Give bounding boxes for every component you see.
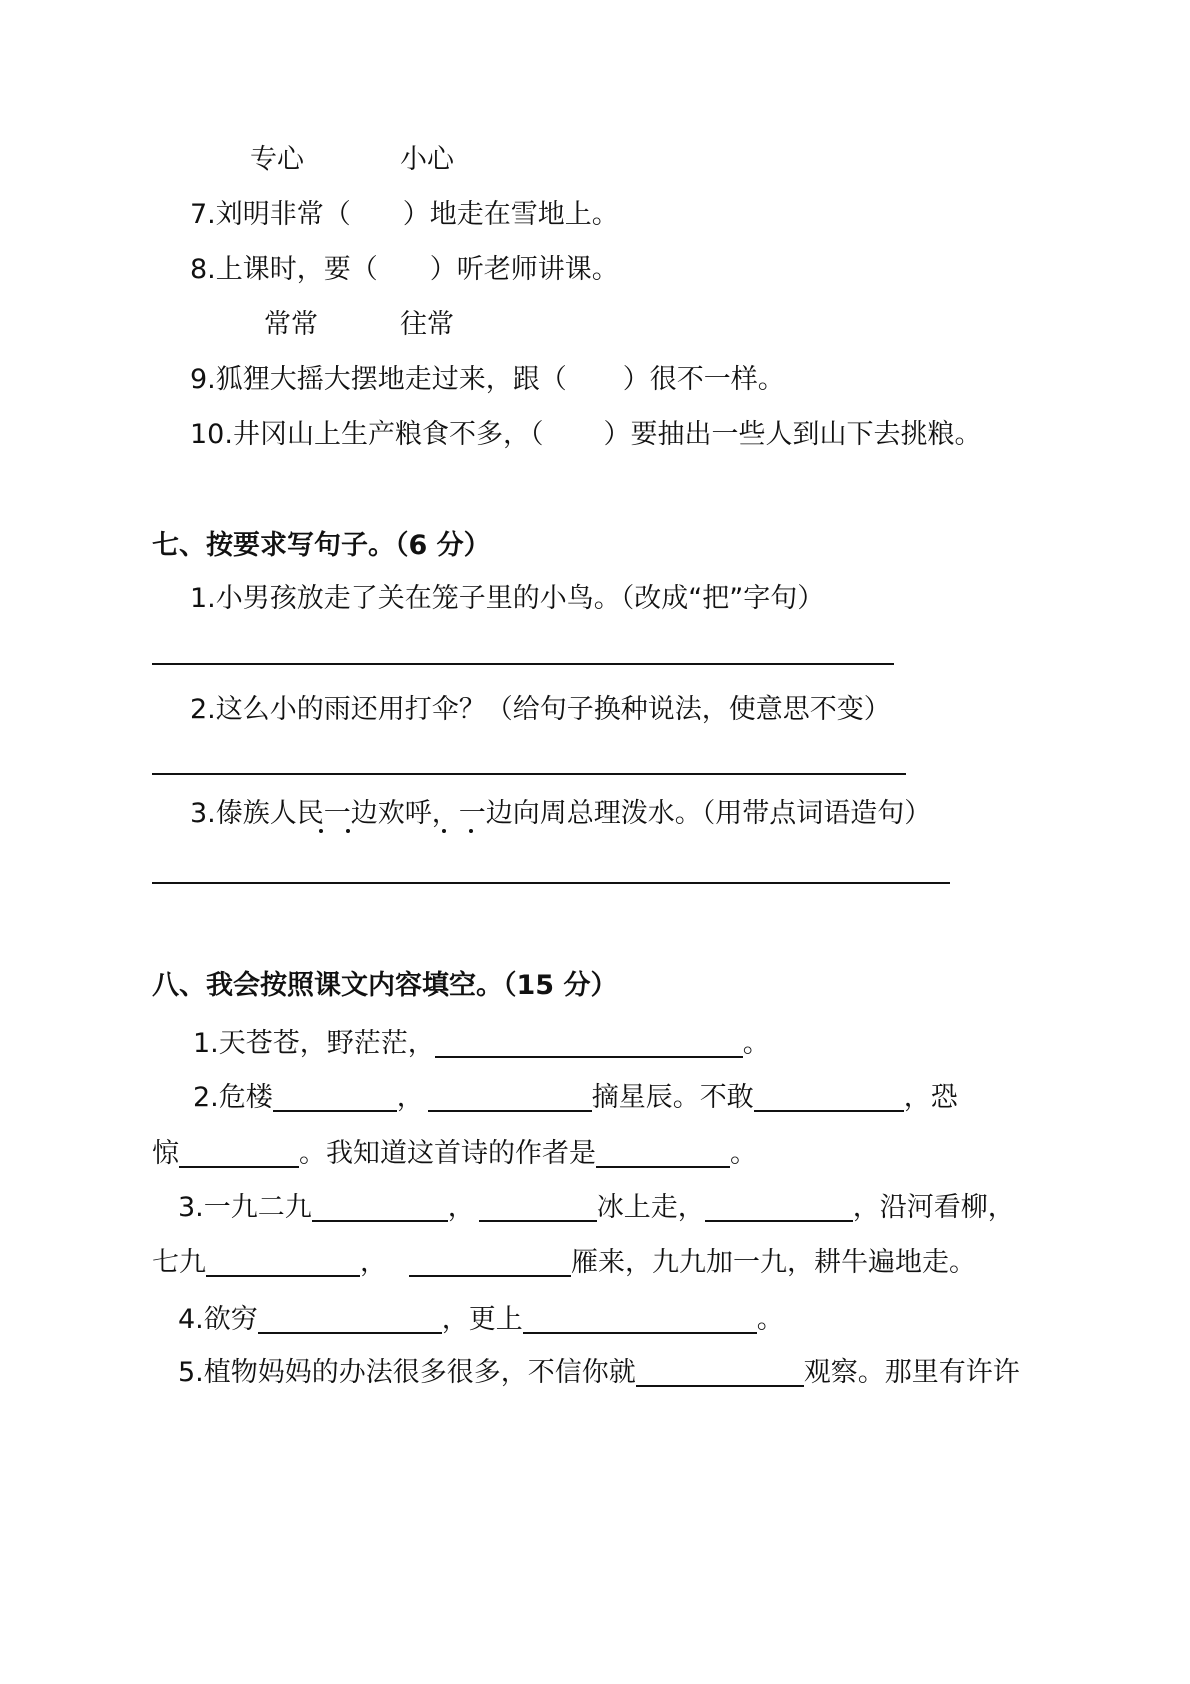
- answer-blank[interactable]: [636, 1357, 804, 1387]
- section-7-q1: 1.小男孩放走了关在笼子里的小鸟。（改成“把”字句）: [190, 583, 825, 614]
- emphasis-dot: [469, 829, 473, 833]
- emphasis-dot: [319, 829, 323, 833]
- option-word: 往常: [400, 309, 454, 340]
- answer-blank[interactable]: [596, 1138, 730, 1168]
- section-8-q3-cont: 七九 ， 雁来，九九加一九，耕牛遍地走。: [152, 1247, 976, 1278]
- answer-blank[interactable]: [754, 1082, 904, 1112]
- answer-blank[interactable]: [523, 1304, 757, 1334]
- section-8-title: 八、我会按照课文内容填空。（15 分）: [152, 970, 618, 1001]
- answer-blank[interactable]: [273, 1082, 397, 1112]
- answer-blank[interactable]: [435, 1028, 743, 1058]
- section-7-q3: 3.傣族人民一边欢呼，一边向周总理泼水。（用带点词语造句）: [190, 798, 932, 829]
- answer-blank[interactable]: [206, 1247, 360, 1277]
- answer-blank[interactable]: [258, 1304, 442, 1334]
- section-8-q2-cont: 惊 。我知道这首诗的作者是 。: [152, 1138, 757, 1169]
- option-word: 小心: [400, 144, 454, 175]
- question-8: 8.上课时，要（ ）听老师讲课。: [190, 254, 619, 285]
- answer-line[interactable]: [152, 882, 950, 884]
- section-8-q3: 3.一九二九 ， 冰上走， ，沿河看柳，: [178, 1192, 1015, 1223]
- emphasis-dot: [346, 829, 350, 833]
- emphasis-dot: [442, 829, 446, 833]
- question-7: 7.刘明非常（ ）地走在雪地上。: [190, 199, 619, 230]
- section-8-q5: 5.植物妈妈的办法很多很多，不信你就 观察。那里有许许: [178, 1357, 1020, 1388]
- answer-blank[interactable]: [409, 1247, 571, 1277]
- answer-blank[interactable]: [705, 1192, 853, 1222]
- answer-blank[interactable]: [428, 1082, 592, 1112]
- answer-line[interactable]: [152, 663, 894, 665]
- question-9: 9.狐狸大摇大摆地走过来，跟（ ）很不一样。: [190, 364, 785, 395]
- option-word: 专心: [250, 144, 304, 175]
- section-8-q2: 2.危楼 ， 摘星辰。不敢 ，恐: [193, 1082, 958, 1113]
- answer-blank[interactable]: [312, 1192, 448, 1222]
- question-10: 10.井冈山上生产粮食不多，（ ）要抽出一些人到山下去挑粮。: [190, 419, 982, 450]
- answer-line[interactable]: [152, 773, 906, 775]
- section-7-q2: 2.这么小的雨还用打伞？（给句子换种说法，使意思不变）: [190, 694, 891, 725]
- section-8-q4: 4.欲穷 ，更上 。: [178, 1304, 784, 1335]
- answer-blank[interactable]: [179, 1138, 299, 1168]
- section-7-title: 七、按要求写句子。（6 分）: [152, 530, 491, 561]
- option-word: 常常: [264, 309, 318, 340]
- answer-blank[interactable]: [479, 1192, 597, 1222]
- section-8-q1: 1.天苍苍，野茫茫， 。: [193, 1028, 770, 1059]
